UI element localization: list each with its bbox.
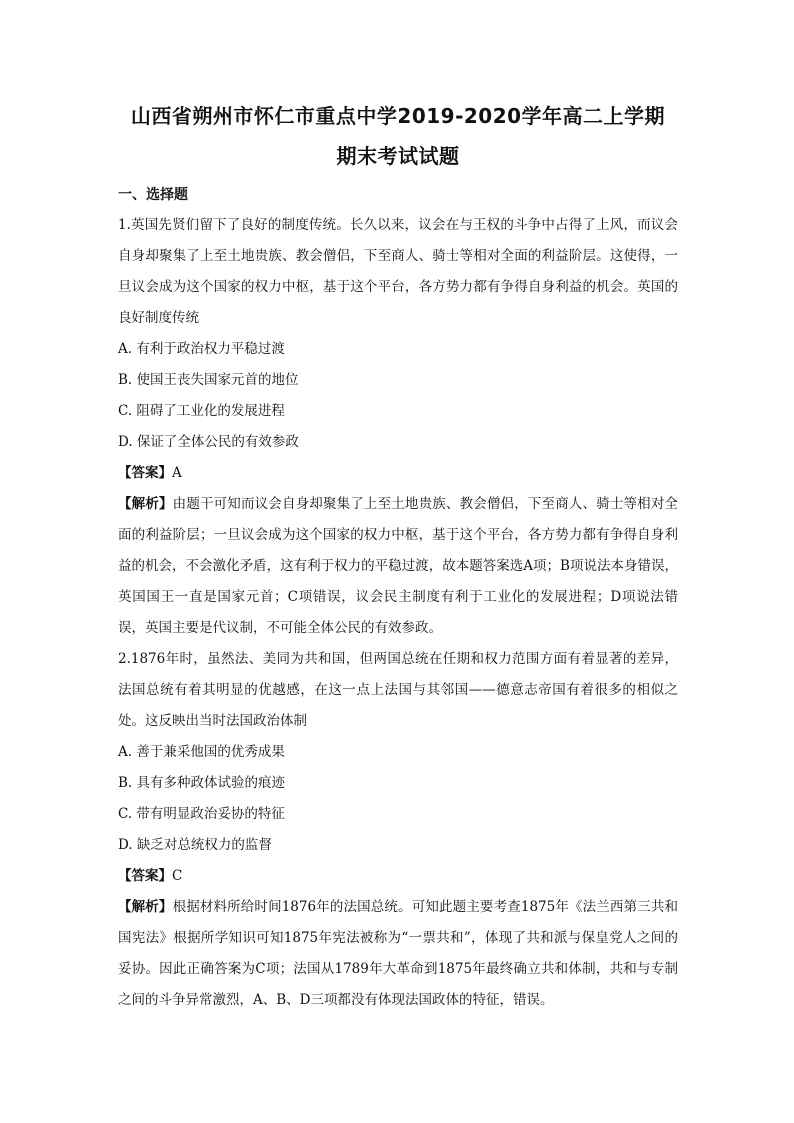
answer-line bbox=[118, 861, 678, 892]
option-a: A. 善于兼采他国的优秀成果 bbox=[118, 744, 285, 760]
question-stem: 1.英国先贤们留下了良好的制度传统。长久以来，议会在与王权的斗争中占得了上风，而议会自身却聚集了上至土地贵族、教会僧侣，下至商人、骑士等相对全面的利益阶层。这使得，一旦议会成为这个国家的权力中枢，基于这个平台，各方势力都有争得自身利益的机会。英国的良好制度传统 bbox=[118, 217, 678, 326]
analysis-tag: 【解析】 bbox=[118, 899, 173, 915]
answer-value: A bbox=[172, 465, 182, 481]
analysis-text: 根据材料所给时间1876年的法国总统。可知此题主要考查1875年《法兰西第三共和国宪法》根据所学知识可知1875年宪法被称为“一票共和”，体现了共和派与保皇党人之间的妥协。因此正确答案为C项；法国从1789年大革命到1875年最终确立共和体制，共和与专制之间的斗争异常激烈，A、B、D三项都没有体现法国政体的特征，错误。 bbox=[118, 899, 679, 1008]
document-page bbox=[118, 96, 678, 1016]
analysis-paragraph bbox=[118, 892, 678, 1016]
answer-value: C bbox=[172, 868, 183, 884]
option-d: D. 缺乏对总统权力的监督 bbox=[118, 837, 272, 853]
option-c: C. 带有明显政治妥协的特征 bbox=[118, 806, 285, 822]
section-heading: 一、选择题 bbox=[118, 187, 188, 203]
answer-tag: 【答案】 bbox=[118, 868, 172, 884]
answer-tag: 【答案】 bbox=[118, 465, 172, 481]
option-b: B. 使国王丧失国家元首的地位 bbox=[118, 372, 299, 388]
analysis-text: 由题干可知而议会自身却聚集了上至土地贵族、教会僧侣，下至商人、骑士等相对全面的利益阶层；一旦议会成为这个国家的权力中枢，基于这个平台，各方势力都有争得自身利益的机会，不会激化矛盾，这有利于权力的平稳过渡，故本题答案选A项；B项说法本身错误，英国国王一直是国家元首；C项错误，议会民主制度有利于工业化的发展进程；D项说法错误，英国主要是代议制，不可能全体公民的有效参政。 bbox=[118, 496, 679, 636]
question-1 bbox=[118, 210, 678, 644]
analysis-paragraph bbox=[118, 489, 678, 644]
option-c: C. 阻碍了工业化的发展进程 bbox=[118, 403, 285, 419]
option-a: A. 有利于政治权力平稳过渡 bbox=[118, 341, 285, 357]
title-line-1: 山西省朔州市怀仁市重点中学2019-2020学年高二上学期 bbox=[130, 104, 666, 128]
option-b: B. 具有多种政体试验的痕迹 bbox=[118, 775, 286, 791]
document-title bbox=[118, 96, 678, 176]
analysis-tag: 【解析】 bbox=[118, 496, 173, 512]
option-d: D. 保证了全体公民的有效参政 bbox=[118, 434, 299, 450]
question-stem: 2.1876年时，虽然法、美同为共和国，但两国总统在任期和权力范围方面有着显著的差异，法国总统有着其明显的优越感，在这一点上法国与其邻国——德意志帝国有着很多的相似之处。这反映出当时法国政治体制 bbox=[118, 651, 678, 729]
question-2 bbox=[118, 644, 678, 1016]
title-line-2: 期末考试试题 bbox=[336, 144, 460, 168]
answer-line bbox=[118, 458, 678, 489]
